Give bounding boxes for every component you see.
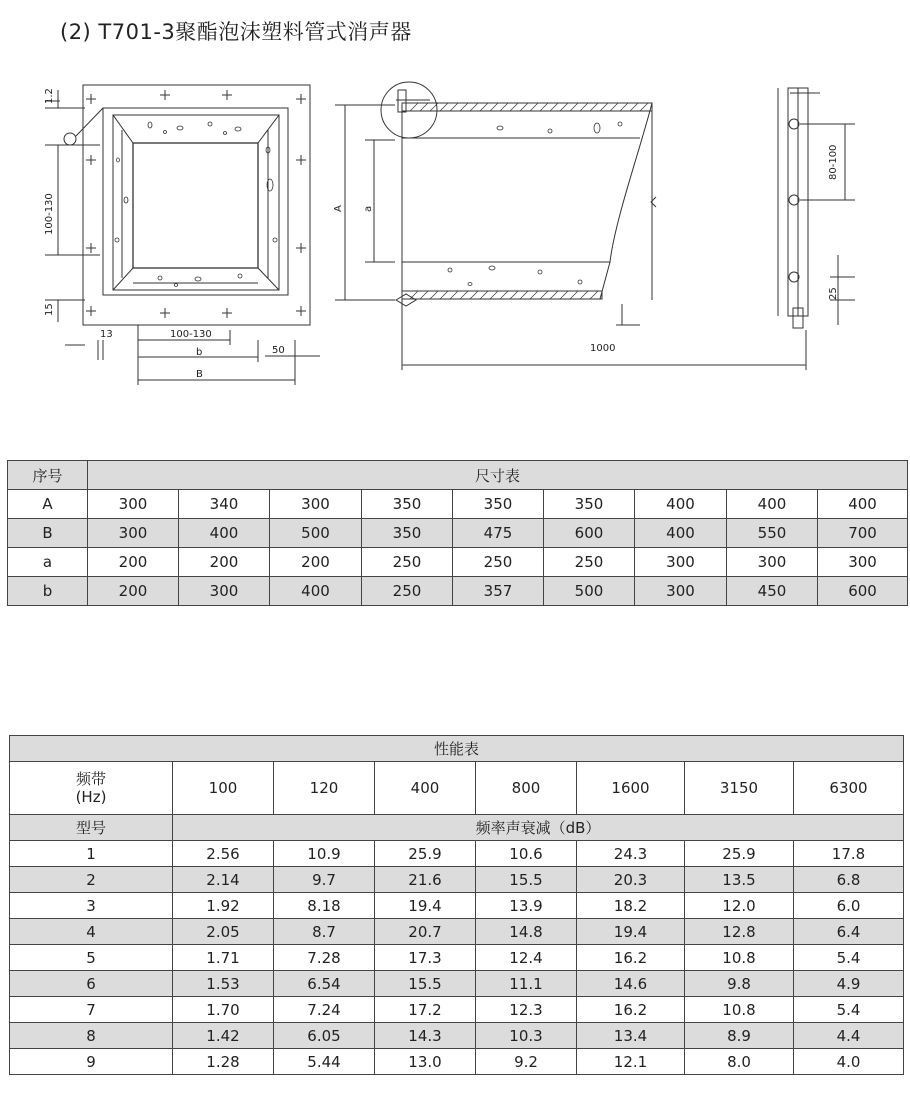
table-cell: 1.71 bbox=[173, 945, 274, 971]
table-cell: 200 bbox=[88, 548, 179, 577]
table-cell: 12.4 bbox=[476, 945, 577, 971]
dim-label-bottom-offset: 15 bbox=[44, 303, 55, 316]
table-cell: 2.56 bbox=[173, 841, 274, 867]
table-cell: 6.05 bbox=[274, 1023, 375, 1049]
table-cell: 600 bbox=[818, 577, 908, 606]
table-cell: 5.4 bbox=[794, 997, 904, 1023]
inner-casing bbox=[103, 108, 288, 295]
table-cell: 1.92 bbox=[173, 893, 274, 919]
table-cell: 300 bbox=[179, 577, 270, 606]
freq-cell: 1600 bbox=[577, 762, 685, 815]
table-row bbox=[10, 867, 904, 893]
model-label: 型号 bbox=[10, 815, 173, 841]
dim-label-25: 25 bbox=[828, 287, 839, 300]
performance-table bbox=[9, 735, 904, 1075]
table-row bbox=[10, 971, 904, 997]
table-cell: 400 bbox=[179, 519, 270, 548]
table-row bbox=[10, 997, 904, 1023]
table-cell: 16.2 bbox=[577, 997, 685, 1023]
table-cell: 9.7 bbox=[274, 867, 375, 893]
table-cell: 300 bbox=[818, 548, 908, 577]
table-cell: 2.14 bbox=[173, 867, 274, 893]
table-row bbox=[8, 490, 908, 519]
table-cell: 250 bbox=[362, 548, 453, 577]
table-cell: 250 bbox=[544, 548, 635, 577]
row-label: A bbox=[8, 490, 88, 519]
table-cell: 25.9 bbox=[375, 841, 476, 867]
table-row bbox=[8, 548, 908, 577]
table-cell: 10.3 bbox=[476, 1023, 577, 1049]
table-cell: 300 bbox=[635, 548, 727, 577]
hatching bbox=[410, 103, 648, 299]
table-cell: 13.5 bbox=[685, 867, 794, 893]
freq-band-label-line2: (Hz) bbox=[75, 788, 107, 806]
page-title: (2) T701-3聚酯泡沫塑料管式消声器 bbox=[60, 20, 412, 44]
table-cell: 400 bbox=[727, 490, 818, 519]
table-cell: 9.8 bbox=[685, 971, 794, 997]
table-cell: 17.2 bbox=[375, 997, 476, 1023]
table-row bbox=[10, 1023, 904, 1049]
model-cell: 2 bbox=[10, 867, 173, 893]
bottom-wall bbox=[402, 291, 602, 299]
dim-label-side-height: 100-130 bbox=[44, 193, 55, 235]
dim-label-b: b bbox=[196, 347, 203, 358]
table-cell: 300 bbox=[635, 577, 727, 606]
table-cell: 4.0 bbox=[794, 1049, 904, 1075]
dim-label-A: A bbox=[333, 205, 344, 212]
dim-label-a: a bbox=[363, 205, 374, 212]
table-cell: 8.9 bbox=[685, 1023, 794, 1049]
table-cell: 600 bbox=[544, 519, 635, 548]
dims-header-index: 序号 bbox=[8, 461, 88, 490]
table-cell: 6.8 bbox=[794, 867, 904, 893]
freq-cell: 120 bbox=[274, 762, 375, 815]
model-cell: 8 bbox=[10, 1023, 173, 1049]
freq-cell: 400 bbox=[375, 762, 476, 815]
dim-label-flange-width: 13 bbox=[100, 329, 113, 340]
table-cell: 550 bbox=[727, 519, 818, 548]
table-cell: 10.8 bbox=[685, 945, 794, 971]
table-cell: 12.3 bbox=[476, 997, 577, 1023]
table-cell: 300 bbox=[270, 490, 362, 519]
table-cell: 400 bbox=[818, 490, 908, 519]
table-cell: 13.0 bbox=[375, 1049, 476, 1075]
model-cell: 1 bbox=[10, 841, 173, 867]
table-cell: 6.54 bbox=[274, 971, 375, 997]
table-cell: 10.9 bbox=[274, 841, 375, 867]
table-cell: 12.8 bbox=[685, 919, 794, 945]
table-cell: 24.3 bbox=[577, 841, 685, 867]
perf-title: 性能表 bbox=[10, 736, 904, 762]
table-cell: 14.3 bbox=[375, 1023, 476, 1049]
table-cell: 19.4 bbox=[375, 893, 476, 919]
table-cell: 17.3 bbox=[375, 945, 476, 971]
table-cell: 500 bbox=[544, 577, 635, 606]
table-cell: 6.4 bbox=[794, 919, 904, 945]
table-cell: 17.8 bbox=[794, 841, 904, 867]
table-row bbox=[10, 841, 904, 867]
table-cell: 14.8 bbox=[476, 919, 577, 945]
freq-band-label-line1: 频带 bbox=[75, 770, 106, 788]
table-cell: 200 bbox=[270, 548, 362, 577]
table-cell: 475 bbox=[453, 519, 544, 548]
dims-header-title: 尺寸表 bbox=[88, 461, 908, 490]
table-cell: 7.28 bbox=[274, 945, 375, 971]
perf-freq-row bbox=[10, 762, 904, 815]
table-cell: 11.1 bbox=[476, 971, 577, 997]
table-cell: 5.44 bbox=[274, 1049, 375, 1075]
table-cell: 1.42 bbox=[173, 1023, 274, 1049]
table-cell: 20.3 bbox=[577, 867, 685, 893]
dim-label-B: B bbox=[196, 369, 203, 380]
row-label: a bbox=[8, 548, 88, 577]
table-row bbox=[8, 519, 908, 548]
table-cell: 200 bbox=[88, 577, 179, 606]
table-cell: 18.2 bbox=[577, 893, 685, 919]
model-cell: 5 bbox=[10, 945, 173, 971]
table-row bbox=[8, 577, 908, 606]
table-cell: 15.5 bbox=[375, 971, 476, 997]
table-cell: 15.5 bbox=[476, 867, 577, 893]
attenuation-label: 频率声衰减（dB） bbox=[173, 815, 904, 841]
table-cell: 2.05 bbox=[173, 919, 274, 945]
table-cell: 4.4 bbox=[794, 1023, 904, 1049]
table-cell: 400 bbox=[270, 577, 362, 606]
table-cell: 350 bbox=[544, 490, 635, 519]
table-row bbox=[10, 919, 904, 945]
dim-label-length: 1000 bbox=[590, 343, 616, 354]
dim-label-hole-spacing: 80-100 bbox=[828, 144, 839, 180]
table-cell: 340 bbox=[179, 490, 270, 519]
table-cell: 350 bbox=[362, 519, 453, 548]
model-cell: 7 bbox=[10, 997, 173, 1023]
table-cell: 357 bbox=[453, 577, 544, 606]
row-label: b bbox=[8, 577, 88, 606]
table-row bbox=[10, 945, 904, 971]
table-cell: 200 bbox=[179, 548, 270, 577]
silencer-drawing bbox=[0, 60, 910, 390]
table-cell: 12.0 bbox=[685, 893, 794, 919]
table-cell: 14.6 bbox=[577, 971, 685, 997]
table-cell: 19.4 bbox=[577, 919, 685, 945]
freq-cell: 3150 bbox=[685, 762, 794, 815]
table-cell: 6.0 bbox=[794, 893, 904, 919]
table-cell: 700 bbox=[818, 519, 908, 548]
model-cell: 4 bbox=[10, 919, 173, 945]
dimension-table bbox=[7, 460, 908, 606]
table-cell: 400 bbox=[635, 519, 727, 548]
table-cell: 13.9 bbox=[476, 893, 577, 919]
table-cell: 25.9 bbox=[685, 841, 794, 867]
dim-label-gap: 1.2 bbox=[44, 88, 55, 104]
table-cell: 300 bbox=[727, 548, 818, 577]
table-cell: 250 bbox=[362, 577, 453, 606]
foam-texture bbox=[115, 122, 277, 287]
perf-title-row bbox=[10, 736, 904, 762]
dim-label-50: 50 bbox=[272, 345, 285, 356]
table-cell: 13.4 bbox=[577, 1023, 685, 1049]
model-cell: 3 bbox=[10, 893, 173, 919]
table-cell: 4.9 bbox=[794, 971, 904, 997]
duct-opening bbox=[133, 143, 258, 268]
table-cell: 21.6 bbox=[375, 867, 476, 893]
model-cell: 6 bbox=[10, 971, 173, 997]
table-cell: 10.8 bbox=[685, 997, 794, 1023]
table-cell: 300 bbox=[88, 519, 179, 548]
dims-header-row bbox=[8, 461, 908, 490]
row-label: B bbox=[8, 519, 88, 548]
model-cell: 9 bbox=[10, 1049, 173, 1075]
foam-lining bbox=[113, 115, 279, 290]
freq-band-label bbox=[10, 762, 173, 815]
table-cell: 9.2 bbox=[476, 1049, 577, 1075]
table-cell: 8.0 bbox=[685, 1049, 794, 1075]
table-cell: 16.2 bbox=[577, 945, 685, 971]
table-cell: 300 bbox=[88, 490, 179, 519]
freq-cell: 100 bbox=[173, 762, 274, 815]
table-cell: 250 bbox=[453, 548, 544, 577]
table-cell: 5.4 bbox=[794, 945, 904, 971]
table-cell: 12.1 bbox=[577, 1049, 685, 1075]
table-cell: 500 bbox=[270, 519, 362, 548]
table-cell: 10.6 bbox=[476, 841, 577, 867]
table-cell: 400 bbox=[635, 490, 727, 519]
freq-cell: 6300 bbox=[794, 762, 904, 815]
table-cell: 8.18 bbox=[274, 893, 375, 919]
table-cell: 1.53 bbox=[173, 971, 274, 997]
table-row bbox=[10, 1049, 904, 1075]
table-cell: 350 bbox=[453, 490, 544, 519]
table-cell: 350 bbox=[362, 490, 453, 519]
perf-subheader-row bbox=[10, 815, 904, 841]
table-cell: 1.28 bbox=[173, 1049, 274, 1075]
table-cell: 1.70 bbox=[173, 997, 274, 1023]
table-cell: 20.7 bbox=[375, 919, 476, 945]
table-cell: 450 bbox=[727, 577, 818, 606]
freq-cell: 800 bbox=[476, 762, 577, 815]
table-cell: 7.24 bbox=[274, 997, 375, 1023]
table-cell: 8.7 bbox=[274, 919, 375, 945]
table-row bbox=[10, 893, 904, 919]
dim-label-bottom-width: 100-130 bbox=[170, 329, 212, 340]
